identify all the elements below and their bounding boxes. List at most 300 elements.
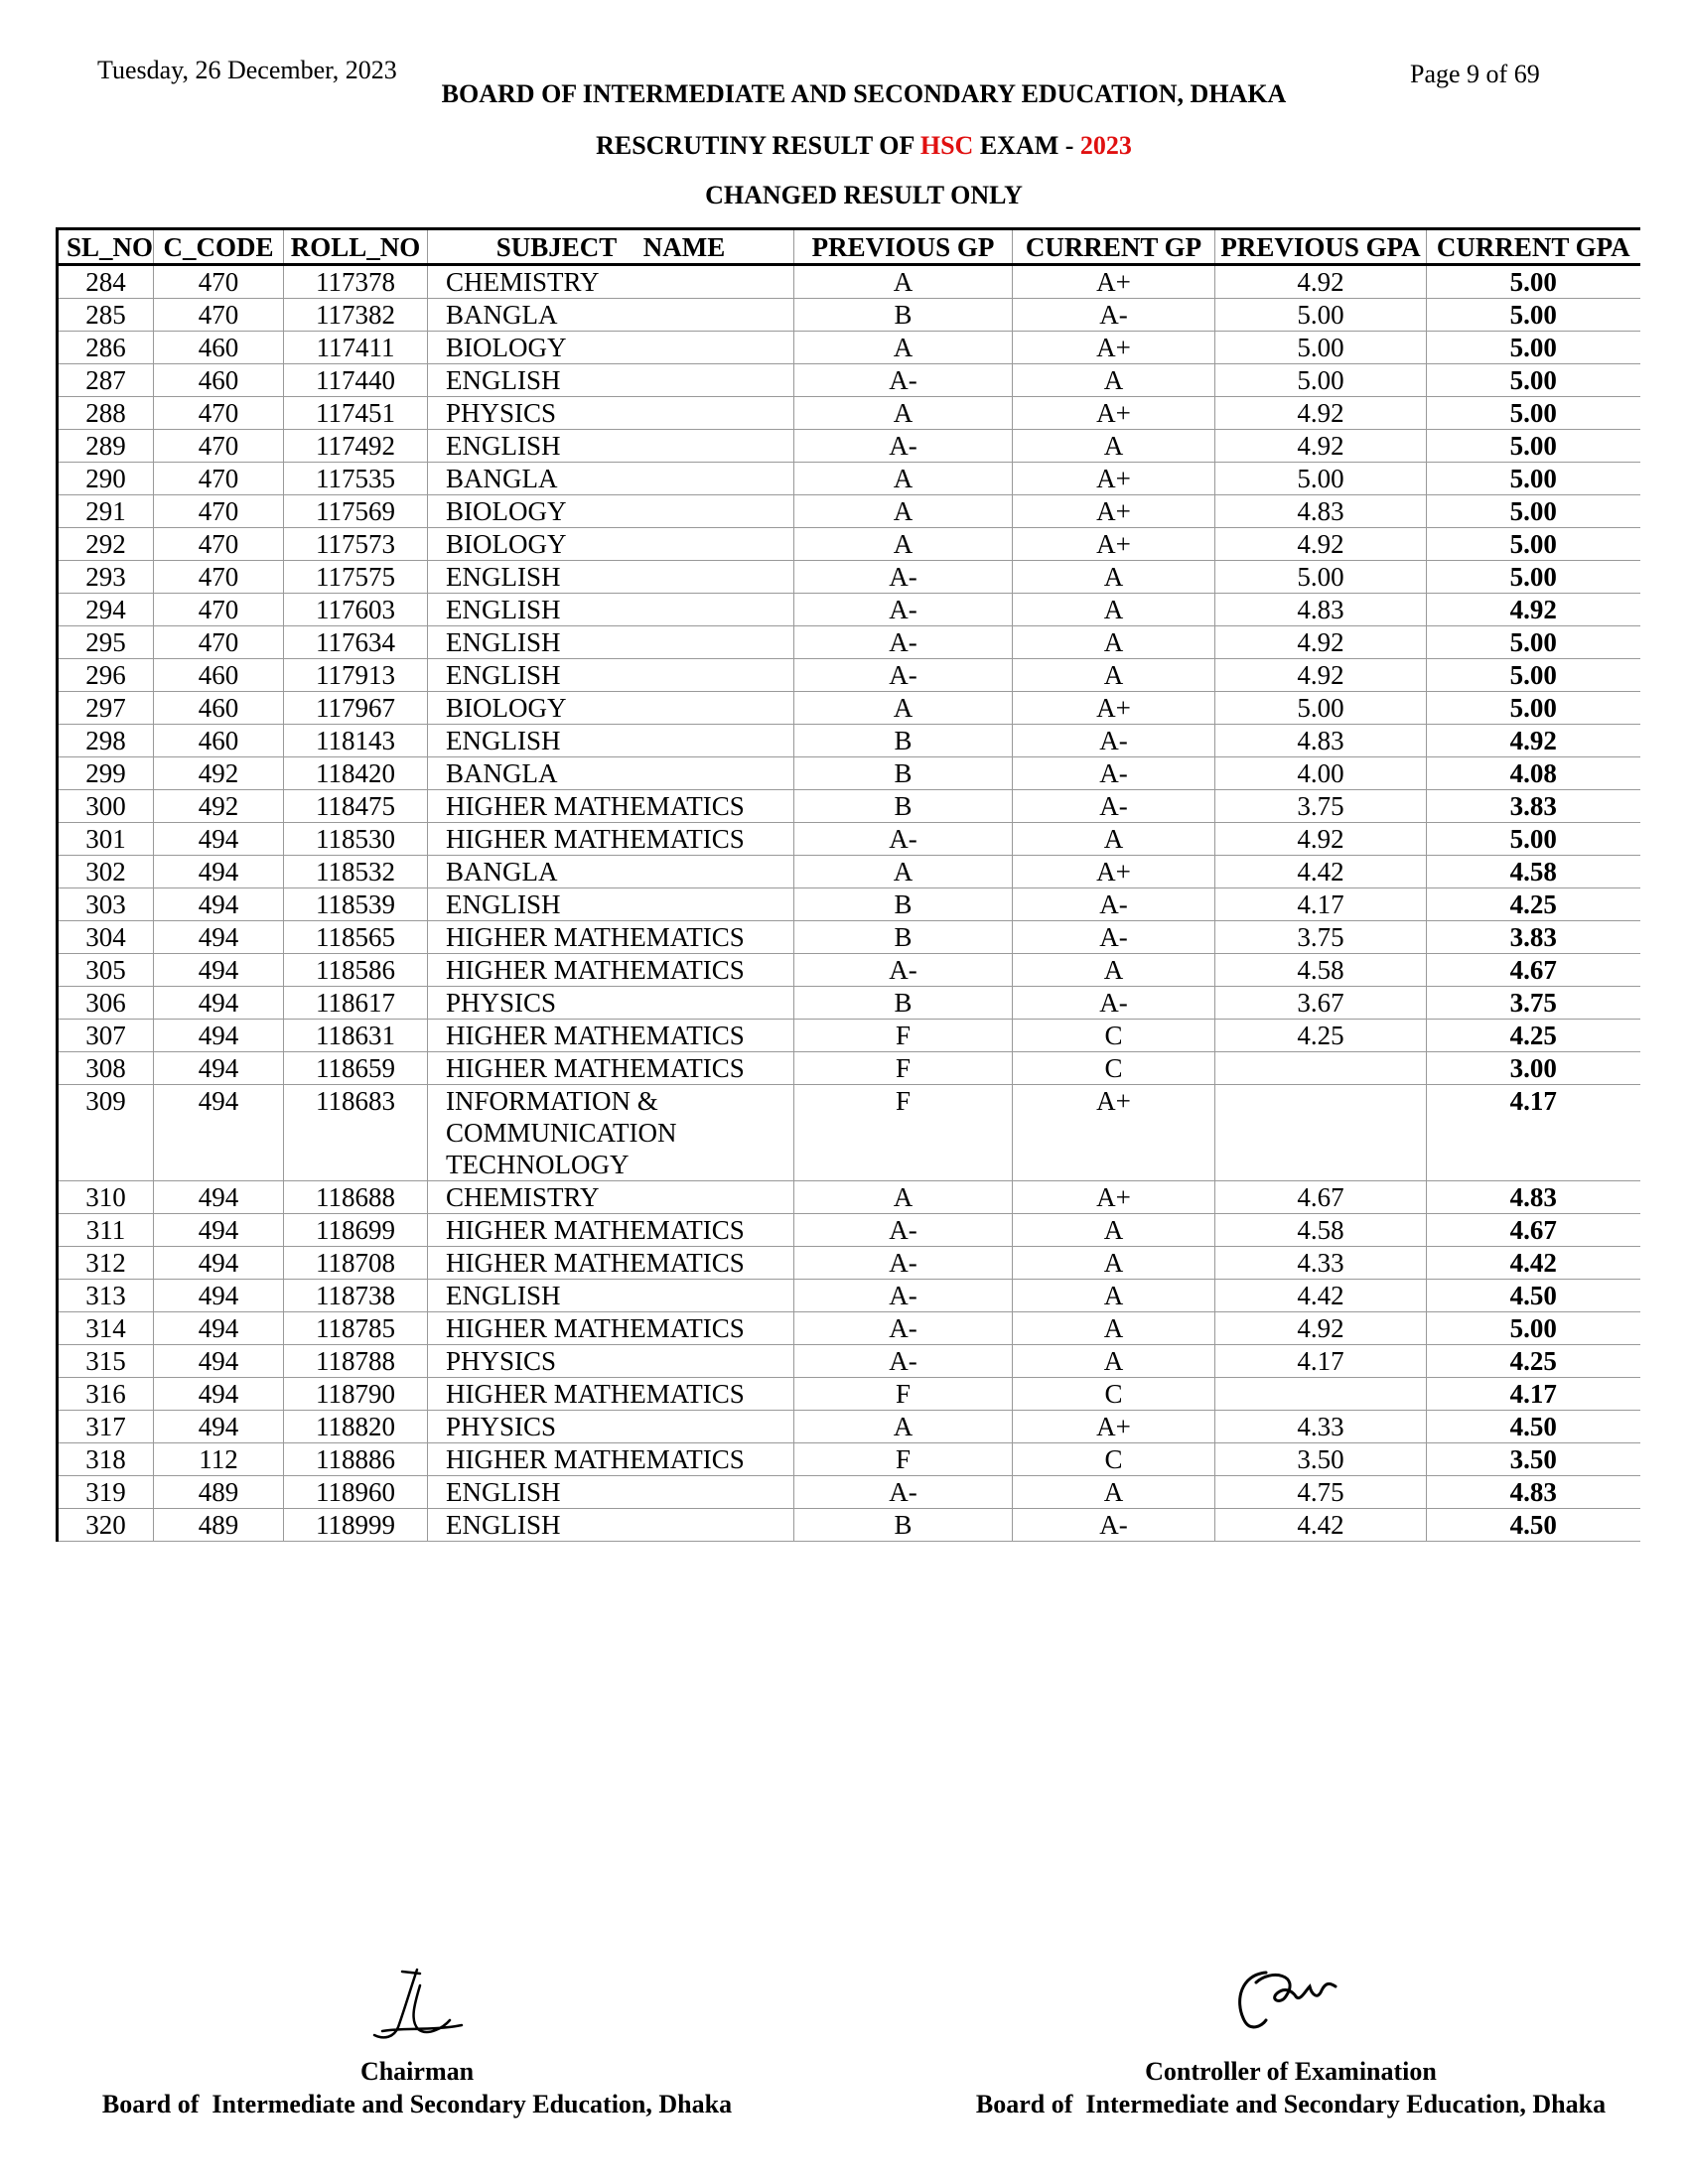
subject-name-cell: PHYSICS bbox=[428, 1411, 794, 1443]
current-gp-cell: A bbox=[1013, 1476, 1215, 1509]
c-code-cell: 494 bbox=[154, 954, 284, 987]
previous-gp-cell: A bbox=[794, 463, 1013, 495]
current-gp-cell: A bbox=[1013, 954, 1215, 987]
subject-name-cell: ENGLISH bbox=[428, 1280, 794, 1312]
current-gp-cell: A bbox=[1013, 1345, 1215, 1378]
current-gpa-cell: 4.83 bbox=[1427, 1476, 1640, 1509]
exam-name: HSC bbox=[919, 131, 974, 160]
roll-no-cell: 117382 bbox=[284, 299, 428, 332]
previous-gp-cell: B bbox=[794, 921, 1013, 954]
previous-gp-cell: A- bbox=[794, 1280, 1013, 1312]
current-gpa-cell: 4.25 bbox=[1427, 1020, 1640, 1052]
col-header: PREVIOUS GP bbox=[794, 229, 1013, 265]
table-row bbox=[58, 495, 1640, 528]
roll-no-cell: 118820 bbox=[284, 1411, 428, 1443]
roll-no-cell: 118631 bbox=[284, 1020, 428, 1052]
table-row bbox=[58, 1020, 1640, 1052]
table-row bbox=[58, 463, 1640, 495]
current-gpa-cell: 5.00 bbox=[1427, 626, 1640, 659]
previous-gp-cell: A- bbox=[794, 1345, 1013, 1378]
current-gpa-cell: 5.00 bbox=[1427, 823, 1640, 856]
previous-gpa-cell: 4.17 bbox=[1215, 888, 1427, 921]
table-row bbox=[58, 561, 1640, 594]
current-gpa-cell: 5.00 bbox=[1427, 397, 1640, 430]
previous-gp-cell: B bbox=[794, 1509, 1013, 1542]
previous-gpa-cell: 4.83 bbox=[1215, 495, 1427, 528]
table-row bbox=[58, 921, 1640, 954]
sl-no-cell: 320 bbox=[58, 1509, 154, 1542]
subject-name-cell: ENGLISH bbox=[428, 430, 794, 463]
sl-no-cell: 315 bbox=[58, 1345, 154, 1378]
roll-no-cell: 117603 bbox=[284, 594, 428, 626]
col-header: SUBJECT NAME bbox=[428, 229, 794, 265]
table-row bbox=[58, 1181, 1640, 1214]
previous-gp-cell: F bbox=[794, 1443, 1013, 1476]
previous-gp-cell: A- bbox=[794, 1312, 1013, 1345]
previous-gpa-cell: 4.58 bbox=[1215, 1214, 1427, 1247]
previous-gpa-cell: 4.92 bbox=[1215, 626, 1427, 659]
col-header: CURRENT GP bbox=[1013, 229, 1215, 265]
subject-name-cell: BIOLOGY bbox=[428, 332, 794, 364]
subject-name-cell: HIGHER MATHEMATICS bbox=[428, 790, 794, 823]
sl-no-cell: 286 bbox=[58, 332, 154, 364]
sl-no-cell: 300 bbox=[58, 790, 154, 823]
table-row bbox=[58, 626, 1640, 659]
roll-no-cell: 118999 bbox=[284, 1509, 428, 1542]
subject-name-cell: INFORMATION & COMMUNICATION TECHNOLOGY bbox=[428, 1085, 794, 1181]
previous-gp-cell: A- bbox=[794, 626, 1013, 659]
previous-gpa-cell: 4.83 bbox=[1215, 594, 1427, 626]
c-code-cell: 470 bbox=[154, 561, 284, 594]
subject-name-cell: HIGHER MATHEMATICS bbox=[428, 1214, 794, 1247]
previous-gp-cell: B bbox=[794, 888, 1013, 921]
roll-no-cell: 117440 bbox=[284, 364, 428, 397]
current-gpa-cell: 5.00 bbox=[1427, 364, 1640, 397]
roll-no-cell: 117535 bbox=[284, 463, 428, 495]
previous-gp-cell: A- bbox=[794, 1247, 1013, 1280]
roll-no-cell: 118420 bbox=[284, 757, 428, 790]
current-gp-cell: A bbox=[1013, 659, 1215, 692]
current-gp-cell: C bbox=[1013, 1020, 1215, 1052]
sl-no-cell: 303 bbox=[58, 888, 154, 921]
subject-name-cell: ENGLISH bbox=[428, 1476, 794, 1509]
current-gpa-cell: 5.00 bbox=[1427, 430, 1640, 463]
subject-name-cell: HIGHER MATHEMATICS bbox=[428, 1378, 794, 1411]
previous-gp-cell: A bbox=[794, 495, 1013, 528]
col-header: SL_NO bbox=[58, 229, 154, 265]
previous-gpa-cell: 4.67 bbox=[1215, 1181, 1427, 1214]
current-gp-cell: A- bbox=[1013, 888, 1215, 921]
sl-no-cell: 305 bbox=[58, 954, 154, 987]
current-gp-cell: A- bbox=[1013, 921, 1215, 954]
previous-gp-cell: A- bbox=[794, 561, 1013, 594]
table-row bbox=[58, 332, 1640, 364]
previous-gp-cell: A- bbox=[794, 1476, 1013, 1509]
current-gpa-cell: 4.08 bbox=[1427, 757, 1640, 790]
previous-gp-cell: F bbox=[794, 1378, 1013, 1411]
previous-gpa-cell: 4.92 bbox=[1215, 659, 1427, 692]
previous-gp-cell: B bbox=[794, 757, 1013, 790]
c-code-cell: 470 bbox=[154, 299, 284, 332]
sl-no-cell: 318 bbox=[58, 1443, 154, 1476]
previous-gpa-cell: 5.00 bbox=[1215, 561, 1427, 594]
previous-gp-cell: A- bbox=[794, 594, 1013, 626]
c-code-cell: 460 bbox=[154, 659, 284, 692]
c-code-cell: 460 bbox=[154, 364, 284, 397]
controller-org: Board of Intermediate and Secondary Education, Dhaka bbox=[975, 2090, 1607, 2118]
previous-gpa-cell: 4.42 bbox=[1215, 1509, 1427, 1542]
sl-no-cell: 294 bbox=[58, 594, 154, 626]
previous-gpa-cell: 3.67 bbox=[1215, 987, 1427, 1020]
chairman-role: Chairman bbox=[359, 2057, 475, 2086]
current-gpa-cell: 4.67 bbox=[1427, 954, 1640, 987]
subject-name-cell: HIGHER MATHEMATICS bbox=[428, 1247, 794, 1280]
roll-no-cell: 118530 bbox=[284, 823, 428, 856]
result-subtitle: CHANGED RESULT ONLY bbox=[705, 181, 1023, 209]
current-gpa-cell: 4.58 bbox=[1427, 856, 1640, 888]
sl-no-cell: 298 bbox=[58, 725, 154, 757]
previous-gpa-cell: 4.33 bbox=[1215, 1247, 1427, 1280]
subject-name-cell: BIOLOGY bbox=[428, 495, 794, 528]
table-row bbox=[58, 987, 1640, 1020]
previous-gpa-cell: 3.75 bbox=[1215, 790, 1427, 823]
table-row bbox=[58, 659, 1640, 692]
current-gp-cell: A+ bbox=[1013, 528, 1215, 561]
current-gpa-cell: 3.00 bbox=[1427, 1052, 1640, 1085]
previous-gp-cell: A bbox=[794, 1181, 1013, 1214]
previous-gpa-cell: 5.00 bbox=[1215, 299, 1427, 332]
sl-no-cell: 288 bbox=[58, 397, 154, 430]
controller-block bbox=[914, 2055, 1668, 2120]
c-code-cell: 470 bbox=[154, 594, 284, 626]
sl-no-cell: 290 bbox=[58, 463, 154, 495]
c-code-cell: 489 bbox=[154, 1476, 284, 1509]
subject-name-cell: HIGHER MATHEMATICS bbox=[428, 954, 794, 987]
c-code-cell: 494 bbox=[154, 1312, 284, 1345]
table-row bbox=[58, 1247, 1640, 1280]
roll-no-cell: 118708 bbox=[284, 1247, 428, 1280]
subject-name-cell: ENGLISH bbox=[428, 725, 794, 757]
previous-gp-cell: A bbox=[794, 265, 1013, 299]
current-gp-cell: A+ bbox=[1013, 397, 1215, 430]
previous-gp-cell: A- bbox=[794, 430, 1013, 463]
sl-no-cell: 293 bbox=[58, 561, 154, 594]
current-gp-cell: A+ bbox=[1013, 1411, 1215, 1443]
roll-no-cell: 117634 bbox=[284, 626, 428, 659]
subject-name-cell: ENGLISH bbox=[428, 888, 794, 921]
previous-gpa-cell: 4.92 bbox=[1215, 528, 1427, 561]
results-table bbox=[56, 227, 1640, 1542]
table-row bbox=[58, 1214, 1640, 1247]
c-code-cell: 470 bbox=[154, 463, 284, 495]
previous-gpa-cell bbox=[1215, 1378, 1427, 1411]
previous-gpa-cell: 4.92 bbox=[1215, 430, 1427, 463]
previous-gpa-cell: 4.25 bbox=[1215, 1020, 1427, 1052]
current-gp-cell: A- bbox=[1013, 987, 1215, 1020]
roll-no-cell: 117967 bbox=[284, 692, 428, 725]
col-header: C_CODE bbox=[154, 229, 284, 265]
sl-no-cell: 316 bbox=[58, 1378, 154, 1411]
previous-gpa-cell: 4.00 bbox=[1215, 757, 1427, 790]
previous-gp-cell: B bbox=[794, 987, 1013, 1020]
current-gp-cell: A- bbox=[1013, 299, 1215, 332]
c-code-cell: 470 bbox=[154, 626, 284, 659]
roll-no-cell: 118738 bbox=[284, 1280, 428, 1312]
sl-no-cell: 307 bbox=[58, 1020, 154, 1052]
sl-no-cell: 317 bbox=[58, 1411, 154, 1443]
previous-gpa-cell: 4.92 bbox=[1215, 397, 1427, 430]
sl-no-cell: 295 bbox=[58, 626, 154, 659]
previous-gpa-cell: 4.17 bbox=[1215, 1345, 1427, 1378]
previous-gpa-cell: 3.75 bbox=[1215, 921, 1427, 954]
current-gp-cell: A- bbox=[1013, 757, 1215, 790]
roll-no-cell: 117913 bbox=[284, 659, 428, 692]
sl-no-cell: 319 bbox=[58, 1476, 154, 1509]
sl-no-cell: 292 bbox=[58, 528, 154, 561]
table-row bbox=[58, 1280, 1640, 1312]
result-title-mid: EXAM - bbox=[973, 131, 1080, 160]
current-gpa-cell: 5.00 bbox=[1427, 659, 1640, 692]
roll-no-cell: 118532 bbox=[284, 856, 428, 888]
c-code-cell: 489 bbox=[154, 1509, 284, 1542]
print-date: Tuesday, 26 December, 2023 bbox=[97, 56, 397, 84]
previous-gp-cell: A bbox=[794, 856, 1013, 888]
current-gpa-cell: 4.67 bbox=[1427, 1214, 1640, 1247]
sl-no-cell: 296 bbox=[58, 659, 154, 692]
page-number: Page 9 of 69 bbox=[1410, 60, 1540, 88]
c-code-cell: 494 bbox=[154, 856, 284, 888]
roll-no-cell: 117378 bbox=[284, 265, 428, 299]
current-gp-cell: A bbox=[1013, 364, 1215, 397]
roll-no-cell: 118586 bbox=[284, 954, 428, 987]
subject-name-cell: ENGLISH bbox=[428, 561, 794, 594]
roll-no-cell: 118565 bbox=[284, 921, 428, 954]
sl-no-cell: 310 bbox=[58, 1181, 154, 1214]
previous-gpa-cell: 4.92 bbox=[1215, 823, 1427, 856]
subject-name-cell: BANGLA bbox=[428, 299, 794, 332]
subject-name-cell: PHYSICS bbox=[428, 1345, 794, 1378]
current-gp-cell: C bbox=[1013, 1378, 1215, 1411]
subject-name-cell: HIGHER MATHEMATICS bbox=[428, 1312, 794, 1345]
table-row bbox=[58, 1085, 1640, 1181]
table-body bbox=[58, 265, 1640, 1542]
roll-no-cell: 118790 bbox=[284, 1378, 428, 1411]
previous-gpa-cell: 4.92 bbox=[1215, 1312, 1427, 1345]
current-gp-cell: A bbox=[1013, 1247, 1215, 1280]
previous-gp-cell: A- bbox=[794, 364, 1013, 397]
previous-gp-cell: B bbox=[794, 299, 1013, 332]
current-gpa-cell: 4.17 bbox=[1427, 1085, 1640, 1181]
current-gpa-cell: 3.83 bbox=[1427, 921, 1640, 954]
current-gpa-cell: 5.00 bbox=[1427, 299, 1640, 332]
previous-gpa-cell: 4.58 bbox=[1215, 954, 1427, 987]
c-code-cell: 470 bbox=[154, 430, 284, 463]
subject-name-cell: HIGHER MATHEMATICS bbox=[428, 1020, 794, 1052]
current-gp-cell: A+ bbox=[1013, 1181, 1215, 1214]
previous-gpa-cell bbox=[1215, 1085, 1427, 1181]
c-code-cell: 112 bbox=[154, 1443, 284, 1476]
c-code-cell: 494 bbox=[154, 1345, 284, 1378]
subject-name-cell: ENGLISH bbox=[428, 626, 794, 659]
c-code-cell: 470 bbox=[154, 265, 284, 299]
roll-no-cell: 118475 bbox=[284, 790, 428, 823]
previous-gp-cell: A bbox=[794, 528, 1013, 561]
c-code-cell: 470 bbox=[154, 495, 284, 528]
current-gp-cell: A- bbox=[1013, 725, 1215, 757]
current-gpa-cell: 3.75 bbox=[1427, 987, 1640, 1020]
sl-no-cell: 285 bbox=[58, 299, 154, 332]
sl-no-cell: 289 bbox=[58, 430, 154, 463]
roll-no-cell: 118788 bbox=[284, 1345, 428, 1378]
previous-gpa-cell: 3.50 bbox=[1215, 1443, 1427, 1476]
previous-gp-cell: A bbox=[794, 692, 1013, 725]
sl-no-cell: 301 bbox=[58, 823, 154, 856]
subject-name-cell: ENGLISH bbox=[428, 1509, 794, 1542]
c-code-cell: 494 bbox=[154, 987, 284, 1020]
previous-gp-cell: A- bbox=[794, 954, 1013, 987]
previous-gpa-cell: 5.00 bbox=[1215, 364, 1427, 397]
previous-gpa-cell: 4.42 bbox=[1215, 1280, 1427, 1312]
current-gp-cell: A bbox=[1013, 430, 1215, 463]
current-gp-cell: A+ bbox=[1013, 692, 1215, 725]
subject-name-cell: CHEMISTRY bbox=[428, 265, 794, 299]
roll-no-cell: 118785 bbox=[284, 1312, 428, 1345]
roll-no-cell: 118683 bbox=[284, 1085, 428, 1181]
current-gp-cell: C bbox=[1013, 1443, 1215, 1476]
col-header: ROLL_NO bbox=[284, 229, 428, 265]
subject-name-cell: BANGLA bbox=[428, 463, 794, 495]
c-code-cell: 460 bbox=[154, 332, 284, 364]
roll-no-cell: 118143 bbox=[284, 725, 428, 757]
chairman-signature bbox=[362, 1966, 472, 2045]
current-gpa-cell: 4.92 bbox=[1427, 725, 1640, 757]
roll-no-cell: 118688 bbox=[284, 1181, 428, 1214]
table-row bbox=[58, 1312, 1640, 1345]
previous-gpa-cell bbox=[1215, 1052, 1427, 1085]
controller-signature bbox=[1226, 1961, 1375, 2040]
roll-no-cell: 118960 bbox=[284, 1476, 428, 1509]
chairman-org: Board of Intermediate and Secondary Education, Dhaka bbox=[101, 2090, 733, 2118]
c-code-cell: 494 bbox=[154, 1280, 284, 1312]
c-code-cell: 492 bbox=[154, 757, 284, 790]
sl-no-cell: 287 bbox=[58, 364, 154, 397]
subject-name-cell: PHYSICS bbox=[428, 987, 794, 1020]
current-gp-cell: A+ bbox=[1013, 463, 1215, 495]
previous-gpa-cell: 4.42 bbox=[1215, 856, 1427, 888]
c-code-cell: 460 bbox=[154, 725, 284, 757]
subject-name-cell: BANGLA bbox=[428, 757, 794, 790]
previous-gpa-cell: 4.75 bbox=[1215, 1476, 1427, 1509]
current-gpa-cell: 4.50 bbox=[1427, 1280, 1640, 1312]
current-gp-cell: A+ bbox=[1013, 332, 1215, 364]
table-row bbox=[58, 954, 1640, 987]
subject-name-cell: CHEMISTRY bbox=[428, 1181, 794, 1214]
previous-gp-cell: A- bbox=[794, 1214, 1013, 1247]
current-gpa-cell: 5.00 bbox=[1427, 463, 1640, 495]
table-row bbox=[58, 299, 1640, 332]
subject-name-cell: HIGHER MATHEMATICS bbox=[428, 921, 794, 954]
previous-gpa-cell: 5.00 bbox=[1215, 692, 1427, 725]
board-title: BOARD OF INTERMEDIATE AND SECONDARY EDUCATION, DHAKA bbox=[441, 79, 1287, 108]
previous-gp-cell: A bbox=[794, 397, 1013, 430]
c-code-cell: 494 bbox=[154, 1020, 284, 1052]
table-row bbox=[58, 528, 1640, 561]
previous-gp-cell: F bbox=[794, 1020, 1013, 1052]
subject-name-cell: ENGLISH bbox=[428, 594, 794, 626]
previous-gpa-cell: 5.00 bbox=[1215, 463, 1427, 495]
roll-no-cell: 117492 bbox=[284, 430, 428, 463]
roll-no-cell: 117451 bbox=[284, 397, 428, 430]
previous-gp-cell: A- bbox=[794, 823, 1013, 856]
current-gp-cell: A- bbox=[1013, 790, 1215, 823]
table-row bbox=[58, 364, 1640, 397]
sl-no-cell: 312 bbox=[58, 1247, 154, 1280]
current-gpa-cell: 3.50 bbox=[1427, 1443, 1640, 1476]
current-gpa-cell: 4.50 bbox=[1427, 1509, 1640, 1542]
table-header-row bbox=[58, 229, 1640, 265]
table-row bbox=[58, 397, 1640, 430]
table-row bbox=[58, 888, 1640, 921]
roll-no-cell: 118659 bbox=[284, 1052, 428, 1085]
current-gp-cell: A bbox=[1013, 626, 1215, 659]
current-gp-cell: A bbox=[1013, 1280, 1215, 1312]
col-header: PREVIOUS GPA bbox=[1215, 229, 1427, 265]
c-code-cell: 470 bbox=[154, 528, 284, 561]
previous-gp-cell: B bbox=[794, 725, 1013, 757]
c-code-cell: 494 bbox=[154, 921, 284, 954]
current-gpa-cell: 3.83 bbox=[1427, 790, 1640, 823]
table-row bbox=[58, 725, 1640, 757]
subject-name-cell: BIOLOGY bbox=[428, 528, 794, 561]
roll-no-cell: 118699 bbox=[284, 1214, 428, 1247]
subject-name-cell: HIGHER MATHEMATICS bbox=[428, 823, 794, 856]
subject-name-cell: HIGHER MATHEMATICS bbox=[428, 1443, 794, 1476]
previous-gpa-cell: 4.33 bbox=[1215, 1411, 1427, 1443]
table-row bbox=[58, 1509, 1640, 1542]
current-gp-cell: A+ bbox=[1013, 265, 1215, 299]
current-gpa-cell: 4.42 bbox=[1427, 1247, 1640, 1280]
current-gpa-cell: 5.00 bbox=[1427, 528, 1640, 561]
current-gp-cell: A- bbox=[1013, 1509, 1215, 1542]
previous-gpa-cell: 4.83 bbox=[1215, 725, 1427, 757]
c-code-cell: 460 bbox=[154, 692, 284, 725]
chairman-block bbox=[40, 2055, 794, 2120]
table-row bbox=[58, 790, 1640, 823]
subject-name-cell: BANGLA bbox=[428, 856, 794, 888]
subject-name-cell: ENGLISH bbox=[428, 659, 794, 692]
roll-no-cell: 117573 bbox=[284, 528, 428, 561]
previous-gp-cell: A bbox=[794, 332, 1013, 364]
current-gpa-cell: 4.25 bbox=[1427, 888, 1640, 921]
table-row bbox=[58, 757, 1640, 790]
table-row bbox=[58, 823, 1640, 856]
c-code-cell: 494 bbox=[154, 1247, 284, 1280]
roll-no-cell: 117569 bbox=[284, 495, 428, 528]
c-code-cell: 494 bbox=[154, 1181, 284, 1214]
roll-no-cell: 118886 bbox=[284, 1443, 428, 1476]
roll-no-cell: 117411 bbox=[284, 332, 428, 364]
current-gpa-cell: 5.00 bbox=[1427, 692, 1640, 725]
subject-name-cell: BIOLOGY bbox=[428, 692, 794, 725]
previous-gp-cell: A bbox=[794, 1411, 1013, 1443]
roll-no-cell: 118617 bbox=[284, 987, 428, 1020]
current-gp-cell: A bbox=[1013, 1214, 1215, 1247]
previous-gp-cell: A- bbox=[794, 659, 1013, 692]
sl-no-cell: 297 bbox=[58, 692, 154, 725]
table-row bbox=[58, 1443, 1640, 1476]
c-code-cell: 494 bbox=[154, 1214, 284, 1247]
previous-gp-cell: B bbox=[794, 790, 1013, 823]
